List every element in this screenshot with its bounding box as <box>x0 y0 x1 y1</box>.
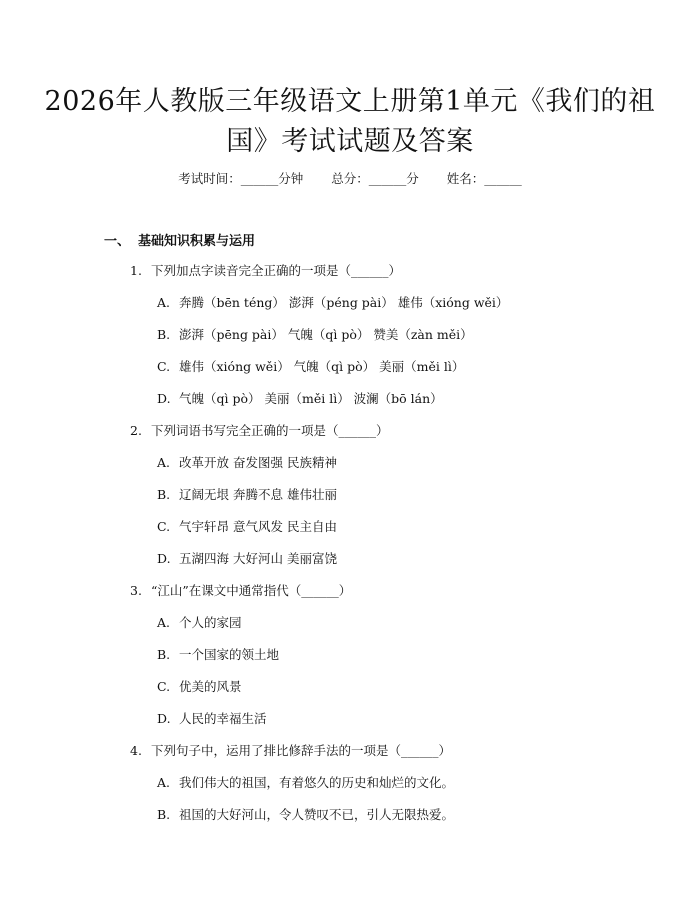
question-2-option-b <box>157 486 337 504</box>
section-title: 基础知识积累与运用 <box>138 234 256 249</box>
option-text: 祖国的大好河山，令人赞叹不已，引人无限热爱。 <box>179 807 455 822</box>
question-1-option-a <box>157 294 508 312</box>
question-1-option-d <box>157 390 443 408</box>
option-text: 气魄（qì pò） 美丽（měi lì） 波澜（bō lán） <box>179 391 443 406</box>
question-2-option-a <box>157 454 337 472</box>
question-1-option-b <box>157 326 473 344</box>
option-letter: B. <box>157 807 171 822</box>
question-text: 下列词语书写完全正确的一项是（______） <box>151 423 389 438</box>
question-4-option-a <box>157 774 454 792</box>
question-number: 4. <box>130 743 142 758</box>
question-1-option-c <box>157 358 464 376</box>
option-text: 气宇轩昂 意气风发 民主自由 <box>179 519 337 534</box>
section-heading <box>104 230 255 249</box>
question-4-option-b <box>157 806 454 824</box>
option-letter: B. <box>157 647 171 662</box>
option-letter: B. <box>157 487 171 502</box>
section-number: 一、 <box>104 234 131 249</box>
option-letter: D. <box>157 711 171 726</box>
option-text: 我们伟大的祖国，有着悠久的历史和灿烂的文化。 <box>179 775 455 790</box>
question-3-option-c <box>157 678 242 696</box>
option-letter: A. <box>157 775 171 790</box>
option-letter: C. <box>157 519 171 534</box>
question-text: 下列加点字读音完全正确的一项是（______） <box>151 263 402 278</box>
option-text: 奔腾（bēn téng） 澎湃（péng pài） 雄伟（xióng wěi） <box>179 295 509 310</box>
question-2 <box>130 422 389 440</box>
option-text: 优美的风景 <box>179 679 242 694</box>
option-letter: A. <box>157 295 171 310</box>
question-3 <box>130 582 351 600</box>
question-number: 1. <box>130 263 142 278</box>
option-text: 雄伟（xióng wěi） 气魄（qì pò） 美丽（měi lì） <box>179 359 465 374</box>
page-title: 2026年人教版三年级语文上册第1单元《我们的祖国》考试试题及答案 <box>44 86 656 157</box>
option-text: 改革开放 奋发图强 民族精神 <box>179 455 337 470</box>
option-text: 澎湃（pēng pài） 气魄（qì pò） 赞美（zàn měi） <box>179 327 473 342</box>
question-number: 2. <box>130 423 142 438</box>
question-2-option-d <box>157 550 337 568</box>
question-1 <box>130 262 401 280</box>
exam-time-field: 考试时间：______分钟 <box>178 171 304 186</box>
student-name-field: 姓名：______ <box>446 171 522 186</box>
option-letter: B. <box>157 327 171 342</box>
question-number: 3. <box>130 583 142 598</box>
question-text: “江山”在课文中通常指代（______） <box>151 583 352 598</box>
option-text: 个人的家园 <box>179 615 242 630</box>
exam-meta <box>0 170 700 188</box>
option-letter: A. <box>157 455 171 470</box>
question-3-option-d <box>157 710 267 728</box>
option-letter: C. <box>157 359 171 374</box>
option-text: 辽阔无垠 奔腾不息 雄伟壮丽 <box>179 487 337 502</box>
question-text: 下列句子中，运用了排比修辞手法的一项是（______） <box>151 743 452 758</box>
option-letter: D. <box>157 391 171 406</box>
option-letter: D. <box>157 551 171 566</box>
total-score-field: 总分：______分 <box>331 171 419 186</box>
question-4 <box>130 742 451 760</box>
option-text: 一个国家的领土地 <box>179 647 280 662</box>
option-letter: A. <box>157 615 171 630</box>
option-letter: C. <box>157 679 171 694</box>
option-text: 人民的幸福生活 <box>179 711 267 726</box>
question-3-option-b <box>157 646 279 664</box>
question-3-option-a <box>157 614 242 632</box>
option-text: 五湖四海 大好河山 美丽富饶 <box>179 551 337 566</box>
question-2-option-c <box>157 518 337 536</box>
